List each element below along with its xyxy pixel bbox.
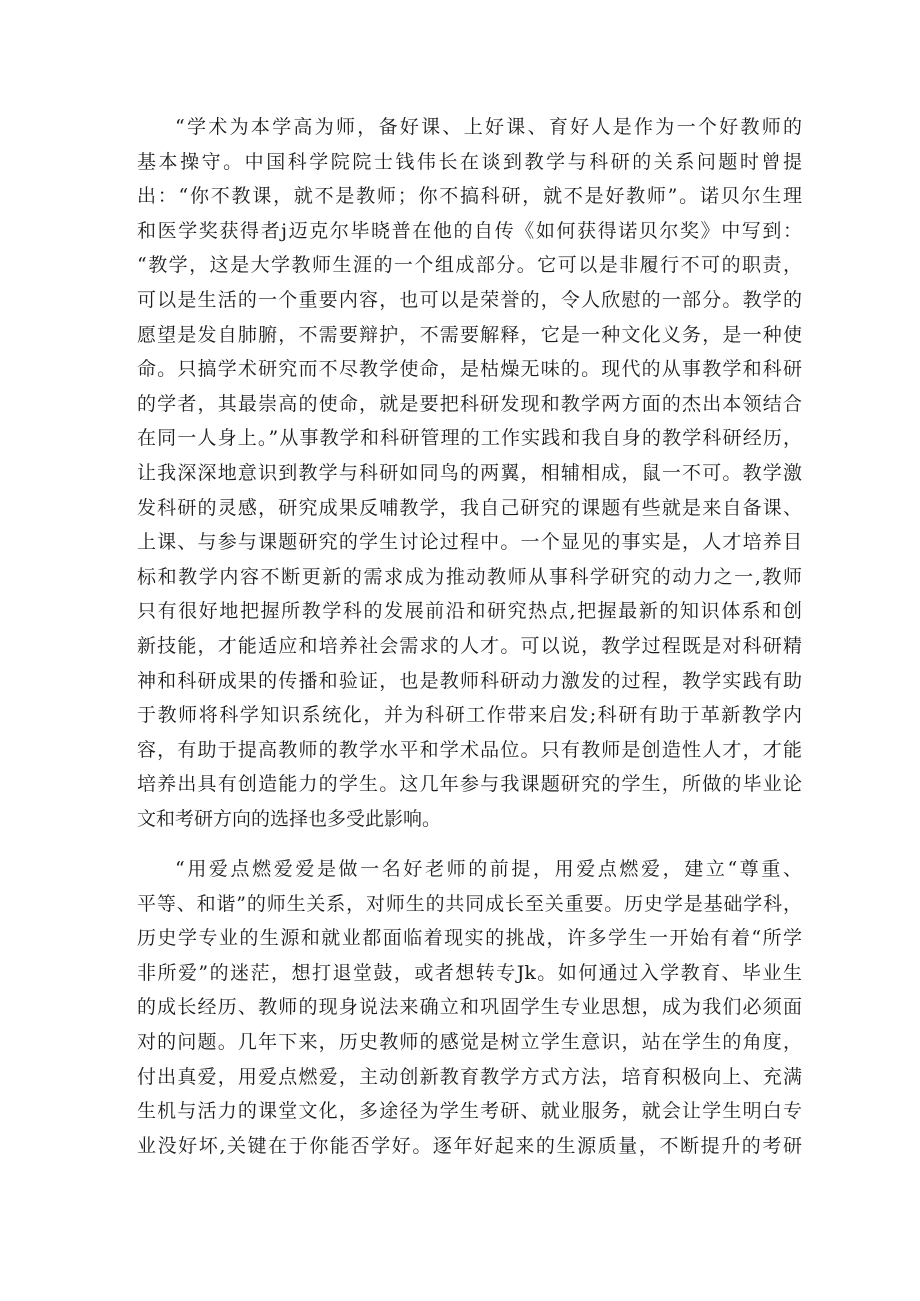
text-line: 神和科研成果的传播和验证，也是教师科研动力激发的过程，教学实践有助 xyxy=(137,669,802,692)
text-line: “用爱点燃爱爱是做一名好老师的前提，用爱点燃爱，建立“尊重、 xyxy=(175,858,802,880)
paragraph-love-ignites-love xyxy=(137,852,802,1163)
text-line: 容，有助于提高教师的教学水平和学术品位。只有教师是创造性人才，才能 xyxy=(137,738,802,761)
text-line: 新技能，才能适应和培养社会需求的人才。可以说，教学过程既是对科研精 xyxy=(137,634,802,657)
text-line: 可以是生活的一个重要内容，也可以是荣誉的，令人欣慰的一部分。教学的 xyxy=(137,288,802,311)
text-line: 只有很好地把握所教学科的发展前沿和研究热点,把握最新的知识体系和创 xyxy=(137,600,802,623)
paragraph-teaching-and-research xyxy=(137,110,802,836)
text-line: 历史学专业的生源和就业都面临着现实的挑战，许多学生一开始有着“所学 xyxy=(137,927,802,950)
text-line: 让我深深地意识到教学与科研如同鸟的两翼，相辅相成，鼠一不可。教学激 xyxy=(137,461,802,484)
text-line: 非所爱”的迷茫，想打退堂鼓，或者想转专Jk。如何通过入学教育、毕业生 xyxy=(137,961,802,984)
text-line: 平等、和谐”的师生关系，对师生的共同成长至关重要。历史学是基础学科， xyxy=(137,892,802,915)
text-line: “学术为本学高为师，备好课、上好课、育好人是作为一个好教师的 xyxy=(175,116,802,138)
text-line: 在同一人身上。”从事教学和科研管理的工作实践和我自身的教学科研经历， xyxy=(137,427,802,450)
text-line: 付出真爱，用爱点燃爱，主动创新教育教学方式方法，培育积极向上、充满 xyxy=(137,1065,802,1088)
text-line: 上课、与参与课题研究的学生讨论过程中。一个显见的事实是，人才培养目 xyxy=(137,531,802,554)
text-line: 发科研的灵感，研究成果反哺教学，我自己研究的课题有些就是来自备课、 xyxy=(137,496,802,519)
text-line: 的学者，其最崇高的使命，就是要把科研发现和教学两方面的杰出本领结合 xyxy=(137,392,802,415)
text-line: 业没好坏,关键在于你能否学好。逐年好起来的生源质量，不断提升的考研 xyxy=(137,1134,802,1157)
text-line: 于教师将科学知识系统化，并为科研工作带来启发;科研有助于革新教学内 xyxy=(137,704,802,727)
text-line: 愿望是发自肺腑，不需要辩护，不需要解释，它是一种文化义务，是一种使 xyxy=(137,323,802,346)
text-line: 基本操守。中国科学院院士钱伟长在谈到教学与科研的关系问题时曾提 xyxy=(137,150,802,173)
text-line: 标和教学内容不断更新的需求成为推动教师从事科学研究的动力之一,教师 xyxy=(137,565,802,588)
text-line: 出：“你不教课，就不是教师；你不搞科研，就不是好教师”。诺贝尔生理 xyxy=(137,185,802,208)
text-line: 的成长经历、教师的现身说法来确立和巩固学生专业思想，成为我们必须面 xyxy=(137,996,802,1019)
text-line: 命。只搞学术研究而不尽教学使命，是枯燥无味的。现代的从事教学和科研 xyxy=(137,358,802,381)
text-line: 文和考研方向的选择也多受此影响。 xyxy=(137,807,442,830)
text-line: 对的问题。几年下来，历史教师的感觉是树立学生意识，站在学生的角度， xyxy=(137,1030,802,1053)
text-line: 培养出具有创造能力的学生。这几年参与我课题研究的学生，所做的毕业论 xyxy=(137,773,802,796)
text-line: 生机与活力的课堂文化，多途径为学生考研、就业服务，就会让学生明白专 xyxy=(137,1100,802,1123)
text-line: “教学，这是大学教师生涯的一个组成部分。它可以是非履行不可的职责， xyxy=(137,254,802,277)
text-line: 和医学奖获得者j迈克尔毕晓普在他的自传《如何获得诺贝尔奖》中写到： xyxy=(137,219,802,242)
